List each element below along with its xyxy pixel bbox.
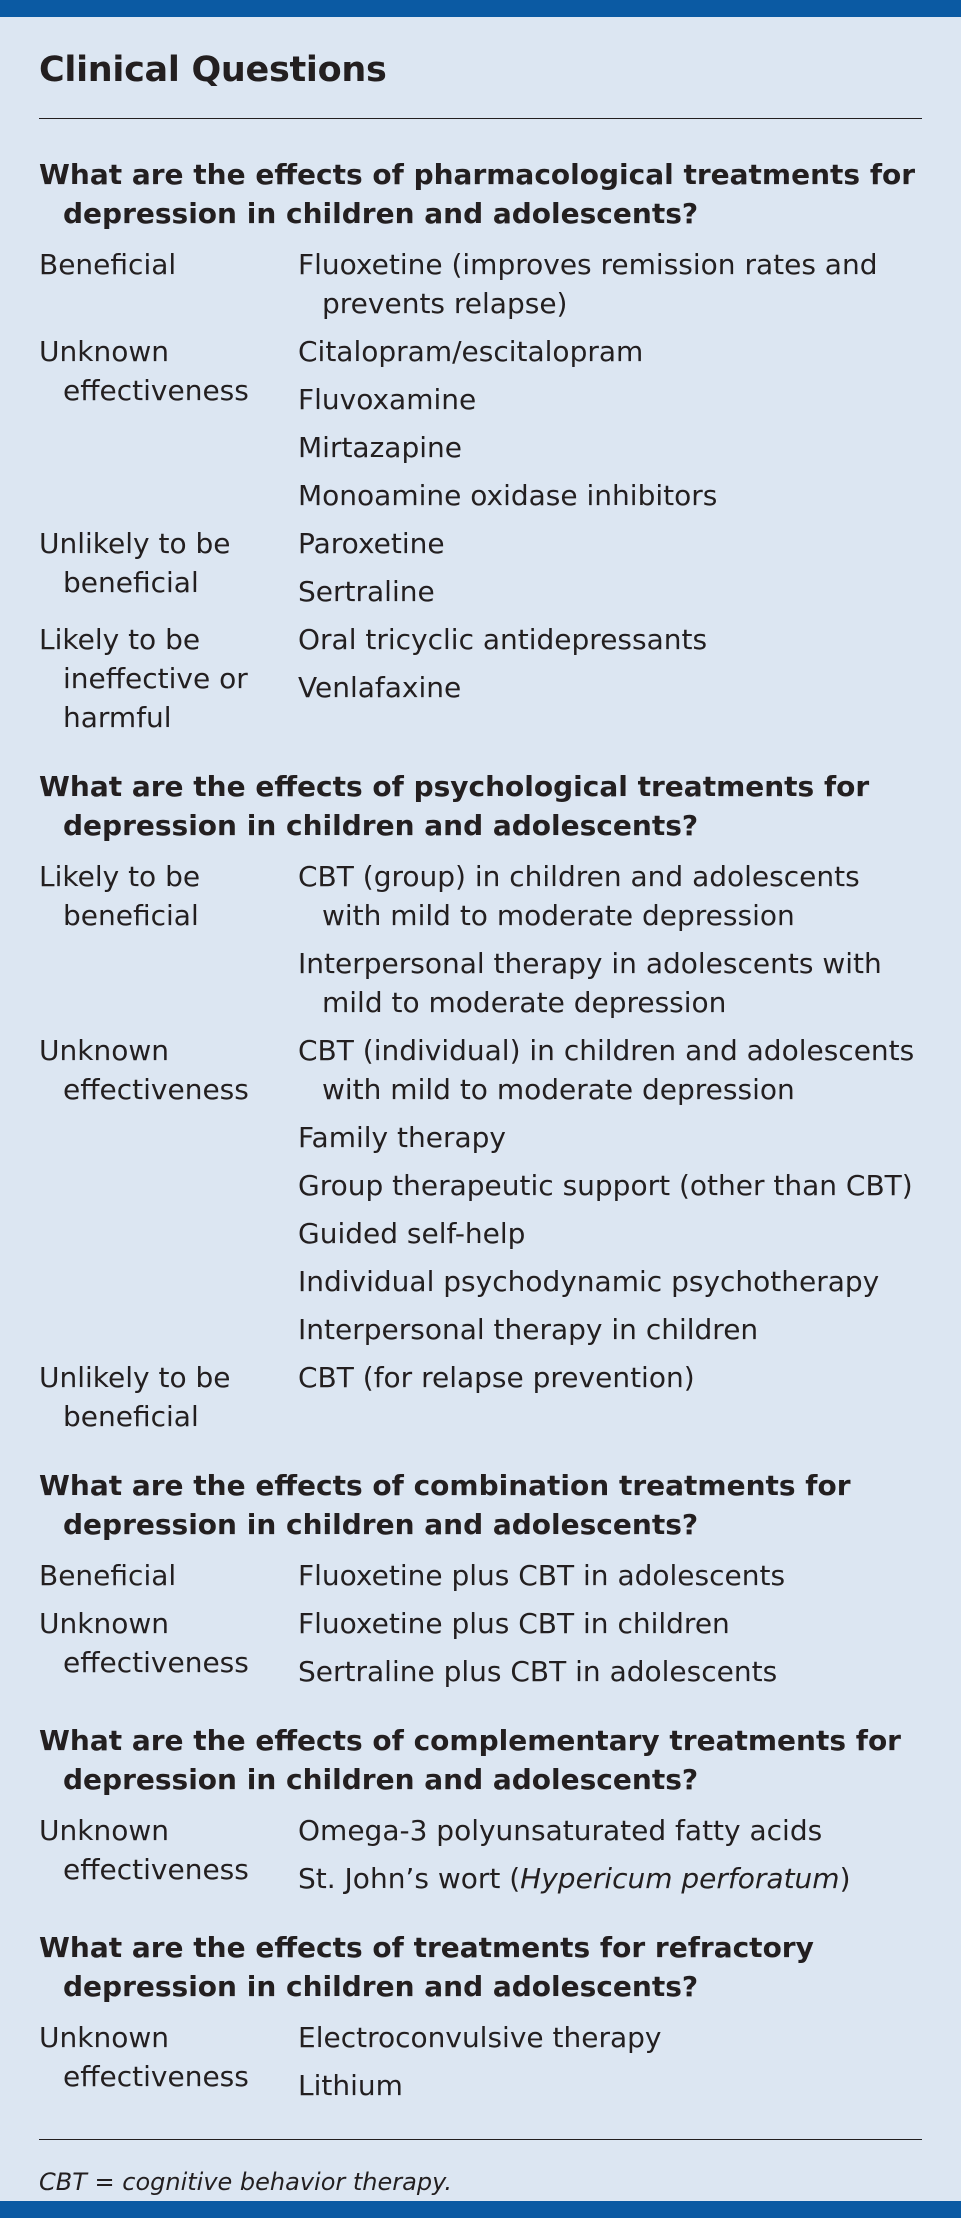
- title-divider: [39, 118, 922, 119]
- clinical-questions-panel: [39, 48, 922, 2198]
- treatment-item: Lithium: [298, 2069, 403, 2102]
- sections-list: [39, 155, 922, 2105]
- evidence-group: [39, 1604, 922, 1691]
- effectiveness-category: Likely to be beneficial: [39, 860, 201, 932]
- panel-title: Clinical Questions: [39, 50, 387, 90]
- evidence-group: [39, 332, 922, 515]
- treatment-item: Fluoxetine plus CBT in children: [298, 1607, 730, 1640]
- treatment-item: Sertraline plus CBT in adolescents: [298, 1655, 778, 1688]
- treatment-item: Electroconvulsive therapy: [298, 2021, 662, 2054]
- treatment-item: Monoamine oxidase inhibitors: [298, 479, 718, 512]
- treatment-list: [298, 1604, 922, 1691]
- effectiveness-category: Unlikely to be beneficial: [39, 527, 231, 599]
- effectiveness-category: Unknown effectiveness: [39, 2021, 249, 2093]
- footnote: CBT = cognitive behavior therapy.: [39, 2168, 453, 2196]
- treatment-item: Fluvoxamine: [298, 383, 477, 416]
- treatment-item: CBT (group) in children and adolescents with mild to moderate depression: [298, 860, 860, 932]
- treatment-item: Mirtazapine: [298, 431, 462, 464]
- evidence-group: [39, 245, 922, 323]
- treatment-list: [298, 524, 922, 611]
- evidence-group: [39, 524, 922, 611]
- treatment-item: Omega-3 polyunsaturated fatty acids: [298, 1814, 823, 1847]
- question-heading: What are the effects of treatments for refractory depression in children and adolescents?: [39, 1931, 814, 2003]
- effectiveness-category: Beneficial: [39, 248, 177, 281]
- effectiveness-category: Unknown effectiveness: [39, 335, 249, 407]
- treatment-list: [298, 1556, 922, 1595]
- treatment-item: St. John’s wort (Hypericum perforatum): [298, 1862, 851, 1895]
- evidence-group: [39, 1358, 922, 1436]
- question-heading: What are the effects of complementary treatments for depression in children and adolescents?: [39, 1724, 901, 1796]
- evidence-group: [39, 2018, 922, 2105]
- question-heading: What are the effects of combination treatments for depression in children and adolescents?: [39, 1469, 851, 1541]
- treatment-item: Sertraline: [298, 575, 435, 608]
- bottom-border-bar: [0, 2201, 961, 2218]
- treatment-item: Individual psychodynamic psychotherapy: [298, 1265, 880, 1298]
- treatment-list: [298, 1358, 922, 1436]
- effectiveness-category: Unknown effectiveness: [39, 1607, 249, 1679]
- treatment-list: [298, 1031, 922, 1349]
- treatment-item: Interpersonal therapy in adolescents with mild to moderate depression: [298, 947, 882, 1019]
- effectiveness-category: Unknown effectiveness: [39, 1814, 249, 1886]
- treatment-item: CBT (individual) in children and adolescents with mild to moderate depression: [298, 1034, 915, 1106]
- question-section: [39, 1466, 922, 1691]
- top-border-bar: [0, 0, 961, 17]
- question-section: [39, 155, 922, 737]
- treatment-item: Fluoxetine plus CBT in adolescents: [298, 1559, 786, 1592]
- treatment-item: Group therapeutic support (other than CBT): [298, 1169, 913, 1202]
- effectiveness-category: Unknown effectiveness: [39, 1034, 249, 1106]
- treatment-item: Citalopram/escitalopram: [298, 335, 644, 368]
- treatment-item: CBT (for relapse prevention): [298, 1361, 695, 1394]
- treatment-item: Family therapy: [298, 1121, 506, 1154]
- treatment-list: [298, 620, 922, 737]
- evidence-group: [39, 620, 922, 737]
- question-heading: What are the effects of pharmacological treatments for depression in children and adolescents?: [39, 158, 916, 230]
- treatment-item: Interpersonal therapy in children: [298, 1313, 759, 1346]
- evidence-group: [39, 1031, 922, 1349]
- evidence-group: [39, 1811, 922, 1898]
- evidence-group: [39, 1556, 922, 1595]
- treatment-list: [298, 332, 922, 515]
- question-section: [39, 1721, 922, 1898]
- question-heading: What are the effects of psychological treatments for depression in children and adolescents?: [39, 770, 870, 842]
- evidence-group: [39, 857, 922, 1022]
- treatment-list: [298, 245, 922, 323]
- treatment-item: Venlafaxine: [298, 671, 462, 704]
- treatment-item: Paroxetine: [298, 527, 445, 560]
- treatment-item: Fluoxetine (improves remission rates and prevents relapse): [298, 248, 878, 320]
- effectiveness-category: Beneficial: [39, 1559, 177, 1592]
- treatment-item: Oral tricyclic antidepressants: [298, 623, 708, 656]
- effectiveness-category: Unlikely to be beneficial: [39, 1361, 231, 1433]
- question-section: [39, 767, 922, 1436]
- treatment-list: [298, 2018, 922, 2105]
- treatment-list: [298, 1811, 922, 1898]
- treatment-item: Guided self-help: [298, 1217, 526, 1250]
- question-section: [39, 1928, 922, 2105]
- treatment-list: [298, 857, 922, 1022]
- effectiveness-category: Likely to be ineffective or harmful: [39, 623, 248, 734]
- footnote-divider: [39, 2139, 922, 2140]
